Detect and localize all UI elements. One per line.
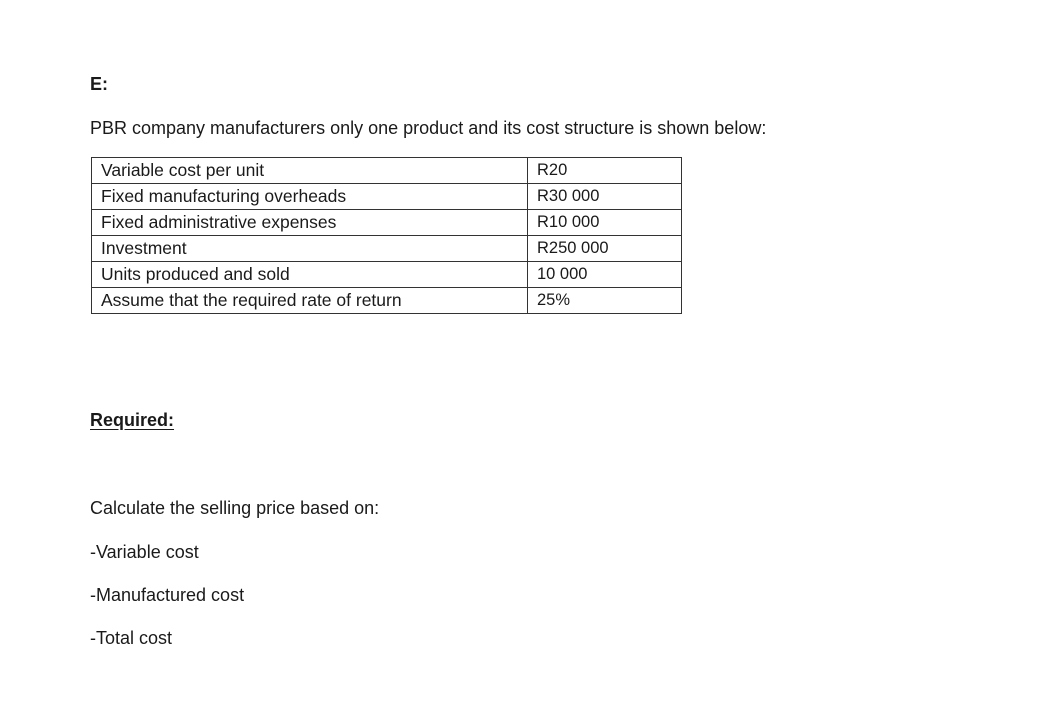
table-row	[92, 288, 682, 314]
row-value: R20	[528, 158, 682, 184]
list-item: -Total cost	[90, 628, 173, 648]
required-heading: Required:	[90, 410, 175, 430]
list-item: -Manufactured cost	[90, 585, 245, 605]
row-label: Assume that the required rate of return	[92, 288, 528, 314]
table-row	[92, 184, 682, 210]
table-row	[92, 210, 682, 236]
instruction-text: Calculate the selling price based on:	[90, 498, 380, 518]
list-item: -Variable cost	[90, 542, 199, 562]
table-row	[92, 158, 682, 184]
row-value: R250 000	[528, 236, 682, 262]
row-label: Variable cost per unit	[92, 158, 528, 184]
section-label: E:	[90, 74, 108, 94]
row-value: 25%	[528, 288, 682, 314]
table-row	[92, 236, 682, 262]
row-label: Investment	[92, 236, 528, 262]
row-label: Units produced and sold	[92, 262, 528, 288]
cost-structure-table	[91, 157, 682, 314]
row-value: R30 000	[528, 184, 682, 210]
row-value: 10 000	[528, 262, 682, 288]
table-row	[92, 262, 682, 288]
intro-text: PBR company manufacturers only one product and its cost structure is shown below:	[90, 118, 767, 138]
row-label: Fixed administrative expenses	[92, 210, 528, 236]
row-label: Fixed manufacturing overheads	[92, 184, 528, 210]
row-value: R10 000	[528, 210, 682, 236]
